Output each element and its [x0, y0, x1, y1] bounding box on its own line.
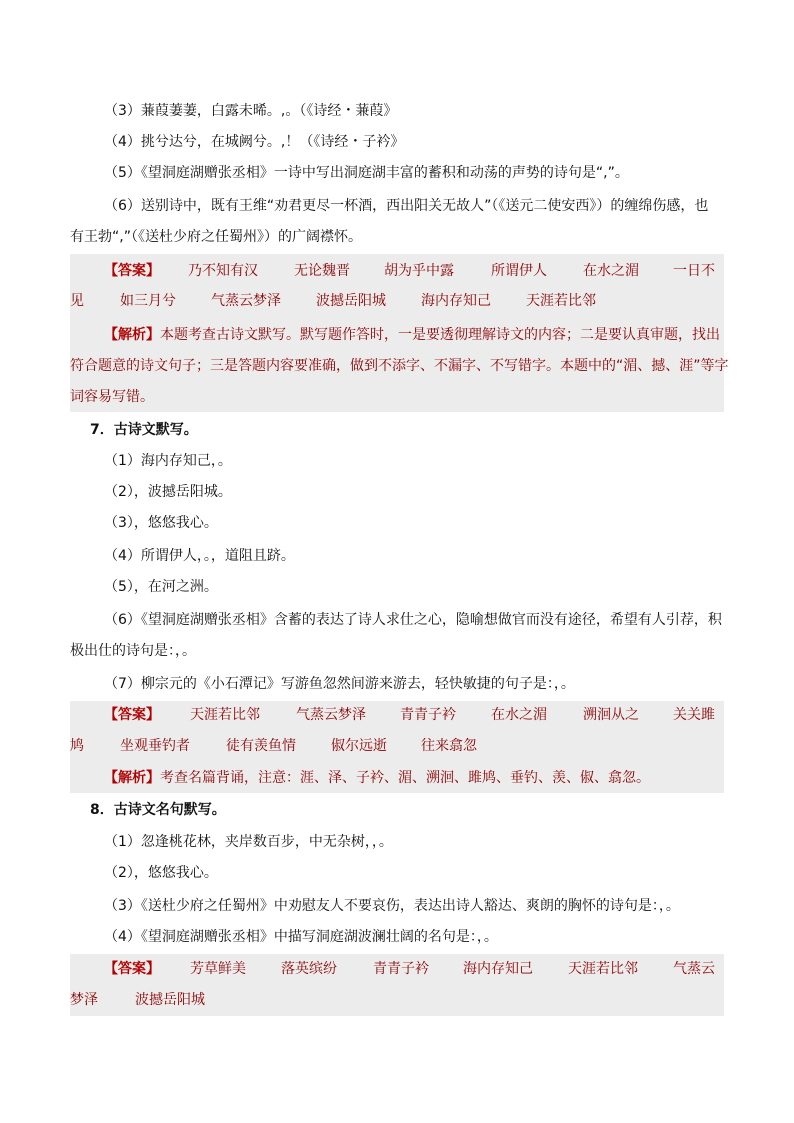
answer-item: 气蒸云 — [673, 961, 715, 977]
answer-item: 关关雎 — [673, 707, 715, 723]
answer-item: 落英缤纷 — [281, 961, 337, 977]
answer-item: 鸠 — [70, 738, 84, 754]
q7-line-4: （4）所谓伊人，。，道阻且跻。 — [104, 548, 295, 564]
answer-label: 【答案】 — [104, 263, 160, 279]
answer-item: 气蒸云梦泽 — [211, 293, 281, 309]
answer-item: 天涯若比邻 — [190, 707, 260, 723]
answer-item: 溯洄从之 — [583, 707, 639, 723]
answer-item: 胡为乎中露 — [384, 263, 454, 279]
q8-answer-row-2 — [70, 990, 724, 1010]
analysis-text: 考查名篇背诵，注意：涯、泽、子衿、湄、溯洄、雎鸠、垂钓、羡、俶、翕忽。 — [160, 770, 650, 786]
q6-line-6b: 有王勃“,”（《送杜少府之任蜀州》）的广阔襟怀。 — [70, 229, 362, 245]
q6-analysis-row-3 — [70, 387, 724, 407]
answer-item: 往来翕忽 — [421, 738, 477, 754]
q6-analysis-row-2 — [70, 356, 729, 376]
q7-line-6b: 极出仕的诗句是：，。 — [70, 643, 196, 659]
q6-answer-row-1 — [70, 261, 724, 281]
q7-answer-row-2 — [70, 736, 724, 756]
answer-item: 在水之湄 — [491, 707, 547, 723]
q6-answer-box — [70, 254, 729, 412]
q6-line-5: （5）《望洞庭湖赠张丞相》一诗中写出洞庭湖丰富的蓄积和动荡的声势的诗句是“,”。 — [104, 165, 629, 181]
answer-item: 波撼岳阳城 — [135, 992, 205, 1008]
answer-item: 无论魏晋 — [294, 263, 350, 279]
q6-line-4: （4）挑兮达兮，在城阙兮。,！（《诗经・子衿》 — [104, 134, 405, 150]
q8-line-3: （3）《送杜少府之任蜀州》中劝慰友人不要哀伤，表达出诗人豁达、爽朗的胸怀的诗句是：，。 — [104, 898, 680, 914]
q7-analysis-row — [70, 768, 724, 788]
answer-item: 气蒸云梦泽 — [296, 707, 366, 723]
q7-line-5: （5），在河之洲。 — [104, 579, 218, 595]
q8-answer-box — [70, 954, 724, 1016]
answer-item: 青青子衿 — [400, 707, 456, 723]
answer-item: 青青子衿 — [373, 961, 429, 977]
answer-item: 芳草鲜美 — [190, 961, 246, 977]
q7-answer-row-1 — [70, 705, 724, 725]
answer-item: 波撼岳阳城 — [316, 293, 386, 309]
answer-item: 海内存知己 — [421, 293, 491, 309]
answer-item: 所谓伊人 — [491, 263, 547, 279]
analysis-text: 符合题意的诗文句子；三是答题内容要准确，做到不添字、不漏字、不写错字。本题中的“湄、撼、涯”等字 — [70, 358, 729, 374]
analysis-label: 【解析】 — [104, 770, 160, 786]
q7-answer-box — [70, 701, 724, 793]
answer-item: 一日不 — [673, 263, 715, 279]
q7-line-7: （7）柳宗元的《小石潭记》写游鱼忽然间游来游去，轻快敏捷的句子是：，。 — [104, 676, 575, 692]
answer-label: 【答案】 — [104, 707, 160, 723]
q8-line-1: （1）忽逢桃花林，夹岸数百步，中无杂树，，。 — [104, 834, 393, 850]
answer-item: 坐观垂钓者 — [120, 738, 190, 754]
analysis-text: 本题考查古诗文默写。默写题作答时，一是要透彻理解诗文的内容；二是要认真审题，找出 — [160, 327, 720, 343]
answer-item: 如三月兮 — [120, 293, 176, 309]
q6-answer-row-2 — [70, 291, 724, 311]
q7-line-6a: （6）《望洞庭湖赠张丞相》含蓄的表达了诗人求仕之心，隐喻想做官而没有途径，希望有人引荐，积 — [104, 612, 722, 628]
q7-line-2: （2），波撼岳阳城。 — [104, 484, 232, 500]
answer-item: 俶尔远逝 — [331, 738, 387, 754]
q7-line-3: （3），悠悠我心。 — [104, 515, 218, 531]
analysis-label: 【解析】 — [104, 327, 160, 343]
q6-line-6a: （6）送别诗中，既有王维“劝君更尽一杯酒，西出阳关无故人”（《送元二使安西》）的缠绵伤感，也 — [104, 198, 709, 214]
analysis-text: 词容易写错。 — [70, 389, 154, 405]
answer-item: 徒有羡鱼情 — [226, 738, 296, 754]
q8-answer-row-1 — [70, 959, 724, 979]
answer-item: 梦泽 — [70, 992, 98, 1008]
answer-item: 天涯若比邻 — [568, 961, 638, 977]
answer-item: 在水之湄 — [583, 263, 639, 279]
q6-analysis-row-1 — [70, 325, 724, 345]
q7-line-1: （1）海内存知己，。 — [104, 453, 232, 469]
q6-line-3: （3）蒹葭萋萋，白露未晞。,。（《诗经・蒹葭》 — [104, 103, 398, 119]
answer-item: 海内存知己 — [463, 961, 533, 977]
q8-line-2: （2），悠悠我心。 — [104, 865, 218, 881]
answer-item: 见 — [70, 293, 84, 309]
answer-item: 乃不知有汉 — [188, 263, 258, 279]
q7-title: 7．古诗文默写。 — [90, 422, 198, 438]
answer-label: 【答案】 — [104, 961, 160, 977]
q8-line-4: （4）《望洞庭湖赠张丞相》中描写洞庭湖波澜壮阔的名句是：，。 — [104, 929, 498, 945]
q8-title: 8．古诗文名句默写。 — [90, 802, 226, 818]
answer-item: 天涯若比邻 — [526, 293, 596, 309]
